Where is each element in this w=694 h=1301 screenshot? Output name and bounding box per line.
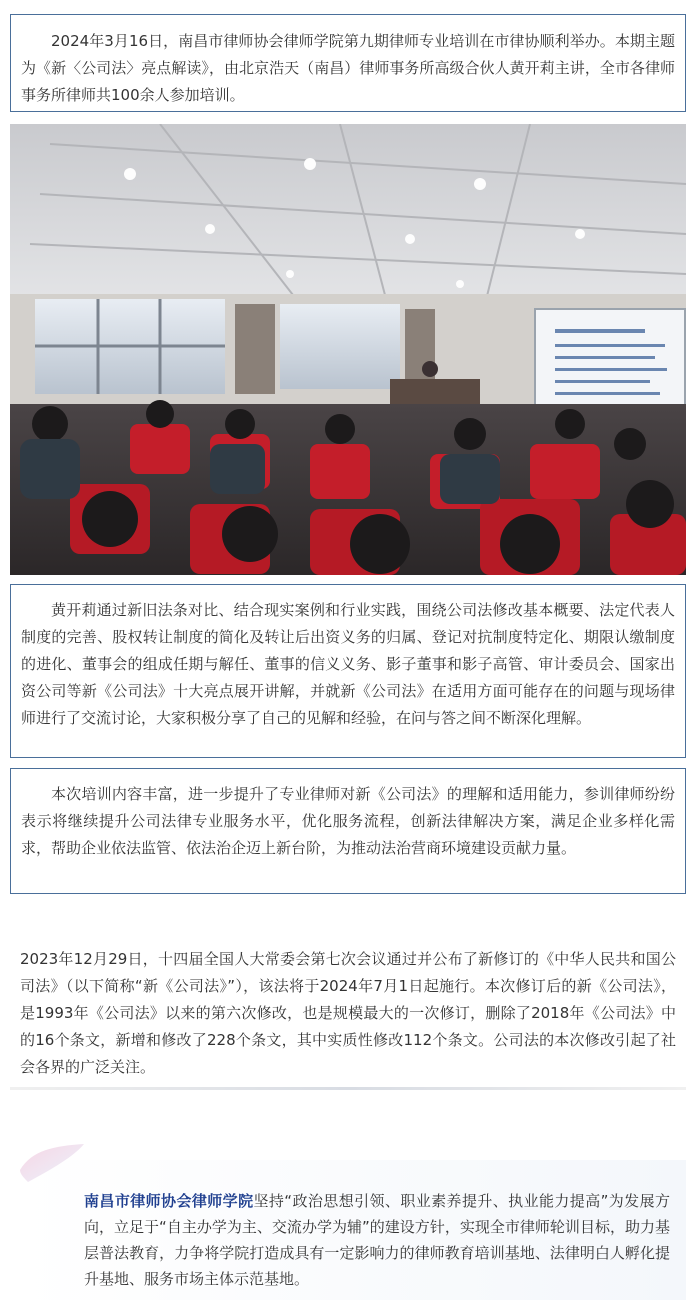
academy-name: 南昌市律师协会律师学院 <box>84 1192 254 1210</box>
academy-description: 坚持“政治思想引领、职业素养提升、执业能力提高”为发展方向，立足于“自主办学为主、交流办学为辅”的建设方针，实现全市律师轮训目标，助力基层普法教育，力争将学院打造成具有一定影响力的律师教育培训基地、法律明白人孵化提升基地、服务市场主体示范基地。 <box>84 1192 670 1288</box>
lecture-box <box>10 584 686 758</box>
summary-paragraph: 本次培训内容丰富，进一步提升了专业律师对新《公司法》的理解和适用能力，参训律师纷纷表示将继续提升公司法律专业服务水平，优化服务流程，创新法律解决方案，满足企业多样化需求，帮助企业依法监管、依法治企迈上新台阶，为推动法治营商环境建设贡献力量。 <box>21 785 675 857</box>
summary-box <box>10 768 686 894</box>
law-background-paragraph: 2023年12月29日，十四届全国人大常委会第七次会议通过并公布了新修订的《中华人民共和国公司法》（以下简称“新《公司法》”），该法将于2024年7月1日起施行。本次修订后的新《公司法》，是1993年《公司法》以来的第六次修改，也是规模最大的一次修订，删除了2018年《公司法》中的16个条文，新增和修改了228个条文，其中实质性修改112个条文。公司法的本次修改引起了社会各界的广泛关注。 <box>20 950 676 1076</box>
law-background-section <box>10 946 686 1081</box>
section-divider <box>10 1087 686 1090</box>
intro-paragraph: 2024年3月16日，南昌市律师协会律师学院第九期律师专业培训在市律协顺利举办。本期主题为《新〈公司法〉亮点解读》，由北京浩天（南昌）律师事务所高级合伙人黄开莉主讲，全市各律师事务所律师共100余人参加培训。 <box>21 32 675 104</box>
intro-box <box>10 14 686 112</box>
brush-stroke-decoration <box>14 1140 88 1184</box>
training-lecture-hall-photo <box>10 124 686 575</box>
academy-paragraph <box>84 1188 670 1292</box>
lecture-paragraph: 黄开莉通过新旧法条对比、结合现实案例和行业实践，围绕公司法修改基本概要、法定代表人制度的完善、股权转让制度的简化及转让后出资义务的归属、登记对抗制度特定化、期限认缴制度的进化、董事会的组成任期与解任、董事的信义义务、影子董事和影子高管、审计委员会、国家出资公司等新《公司法》十大亮点展开讲解，并就新《公司法》在适用方面可能存在的问题与现场律师进行了交流讨论，大家积极分享了自己的见解和经验，在问与答之间不断深化理解。 <box>21 601 675 727</box>
